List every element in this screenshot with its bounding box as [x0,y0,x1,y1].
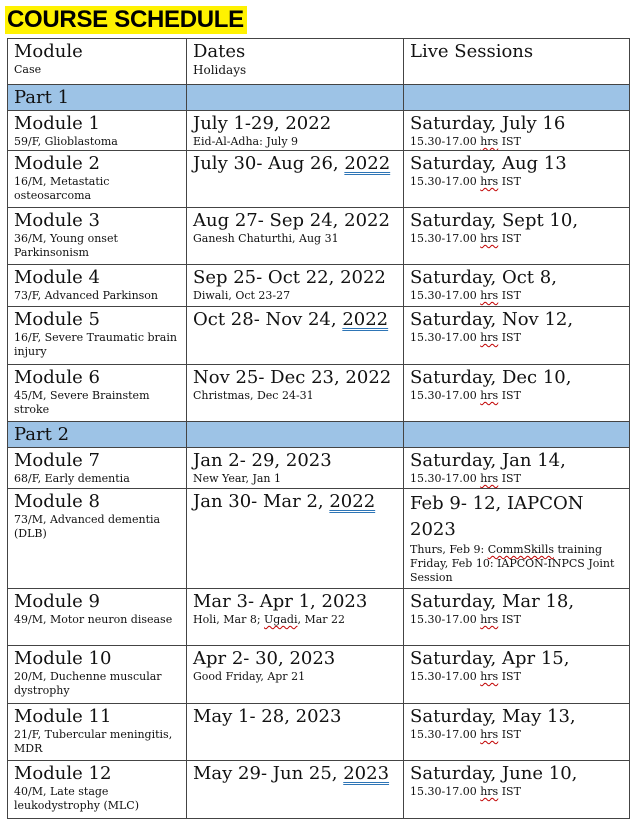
case-text: 73/M, Advanced dementia (DLB) [14,513,161,540]
live-session: Saturday, July 16 [410,113,566,134]
holiday-highlight: Ugadi [264,613,298,626]
date-year: 2023 [343,763,390,784]
session-note: Thurs, Feb 9: [410,543,488,556]
session-time: 15.30-17.00 hrs IST [410,331,521,344]
table-row [8,307,630,365]
session-note-highlight: CommSkills [487,543,554,556]
session-time-unit: hrs [480,135,499,148]
holiday-text: Christmas, Dec 24-31 [193,389,314,402]
case-text: 45/M, Severe Brainstem stroke [14,389,150,416]
holiday-tail: , Mar 22 [297,613,346,626]
module-name: Module 7 [14,450,100,471]
date-range: Apr 2- 30, 2023 [193,648,336,669]
table-row [8,208,630,265]
date-range: Sep 25- Oct 22, 2022 [193,267,386,288]
module-name: Module 6 [14,367,100,388]
module-name: Module 2 [14,153,100,174]
session-time-unit: hrs [480,472,499,485]
holiday-text: Diwali, Oct 23-27 [193,289,291,302]
session-note-tail: training [554,543,602,556]
case-text: 36/M, Young onset Parkinsonism [14,232,118,259]
case-text: 40/M, Late stage leukodystrophy (MLC) [14,785,140,812]
module-name: Module 12 [14,763,112,784]
header-module [8,39,187,85]
table-row [8,761,630,819]
case-text: 59/F, Glioblastoma [14,135,118,148]
date-range: July 30- Aug 26, [193,153,345,174]
module-name: Module 10 [14,648,112,669]
live-session: Saturday, Oct 8, [410,267,557,288]
module-name: Module 3 [14,210,100,231]
date-range: Nov 25- Dec 23, 2022 [193,367,392,388]
date-range: Mar 3- Apr 1, 2023 [193,591,368,612]
table-row [8,704,630,761]
session-time-unit: hrs [480,670,499,683]
module-name: Module 9 [14,591,100,612]
live-session: Saturday, May 13, [410,706,576,727]
part-label: Part 1 [14,87,70,108]
live-session: Saturday, Apr 15, [410,648,570,669]
date-range: July 1-29, 2022 [193,113,332,134]
session-time-unit: hrs [480,289,499,302]
date-year: 2022 [342,309,389,330]
session-time: 15.30-17.00 hrs IST [410,289,521,302]
session-time-unit: hrs [480,728,499,741]
date-range: Oct 28- Nov 24, [193,309,343,330]
schedule-table [7,38,630,819]
holiday-text: Holi, Mar 8; [193,613,265,626]
session-note: Friday, Feb 10: IAPCON-INPCS Joint Session [410,557,615,584]
session-time-unit: hrs [480,331,499,344]
holiday-text: Ganesh Chaturthi, Aug 31 [193,232,339,245]
session-time: 15.30-17.00 hrs IST [410,472,521,485]
date-range: Jan 2- 29, 2023 [193,450,332,471]
session-time: 15.30-17.00 hrs IST [410,135,521,148]
table-row [8,151,630,208]
module-name: Module 11 [14,706,112,727]
session-time: 15.30-17.00 hrs IST [410,670,521,683]
header-module-label: Module [14,41,83,62]
session-time: 15.30-17.00 hrs IST [410,175,521,188]
session-time: 15.30-17.00 hrs IST [410,613,521,626]
session-time: 15.30-17.00 hrs IST [410,785,521,798]
date-year: 2022 [329,491,376,512]
table-row [8,365,630,422]
session-time-unit: hrs [480,389,499,402]
table-row [8,265,630,307]
session-time-unit: hrs [480,175,499,188]
table-row [8,646,630,704]
date-range: Aug 27- Sep 24, 2022 [193,210,390,231]
session-time-unit: hrs [480,785,499,798]
table-row [8,111,630,151]
table-row [8,589,630,646]
case-text: 68/F, Early dementia [14,472,130,485]
holiday-text: Eid-Al-Adha: July 9 [193,135,299,148]
part-row [8,422,630,448]
table-row [8,448,630,489]
live-session: Saturday, Sept 10, [410,210,579,231]
header-live [404,39,630,85]
module-name: Module 5 [14,309,100,330]
module-name: Module 1 [14,113,100,134]
session-time-unit: hrs [480,232,499,245]
date-range: May 1- 28, 2023 [193,706,342,727]
module-name: Module 4 [14,267,100,288]
module-name: Module 8 [14,491,100,512]
session-time: 15.30-17.00 hrs IST [410,389,521,402]
live-session: Saturday, Nov 12, [410,309,574,330]
case-text: 16/M, Metastatic osteosarcoma [14,175,110,202]
session-time: 15.30-17.00 hrs IST [410,728,521,741]
session-time-unit: hrs [480,613,499,626]
live-session: Saturday, Aug 13 [410,153,567,174]
header-holidays-label: Holidays [193,63,247,77]
holiday-text: Good Friday, Apr 21 [193,670,306,683]
date-range: May 29- Jun 25, [193,763,344,784]
holiday-text: New Year, Jan 1 [193,472,282,485]
header-case-label: Case [14,63,42,76]
header-live-label: Live Sessions [410,41,534,62]
header-dates-label: Dates [193,41,246,62]
live-session: Saturday, Jan 14, [410,450,566,471]
part-label: Part 2 [14,424,70,445]
case-text: 20/M, Duchenne muscular dystrophy [14,670,162,697]
date-year: 2022 [344,153,391,174]
header-dates [187,39,404,85]
session-time: 15.30-17.00 hrs IST [410,232,521,245]
live-session: Saturday, June 10, [410,763,578,784]
table-header-row [8,39,630,85]
case-text: 16/F, Severe Traumatic brain injury [14,331,177,358]
date-range: Jan 30- Mar 2, [193,491,330,512]
case-text: 21/F, Tubercular meningitis, MDR [14,728,173,755]
table-row [8,489,630,589]
live-session: Feb 9- 12, IAPCON 2023 [410,493,584,540]
case-text: 49/M, Motor neuron disease [14,613,173,626]
case-text: 73/F, Advanced Parkinson [14,289,159,302]
live-session: Saturday, Dec 10, [410,367,572,388]
part-row [8,85,630,111]
page-title: COURSE SCHEDULE [5,6,247,34]
live-session: Saturday, Mar 18, [410,591,575,612]
